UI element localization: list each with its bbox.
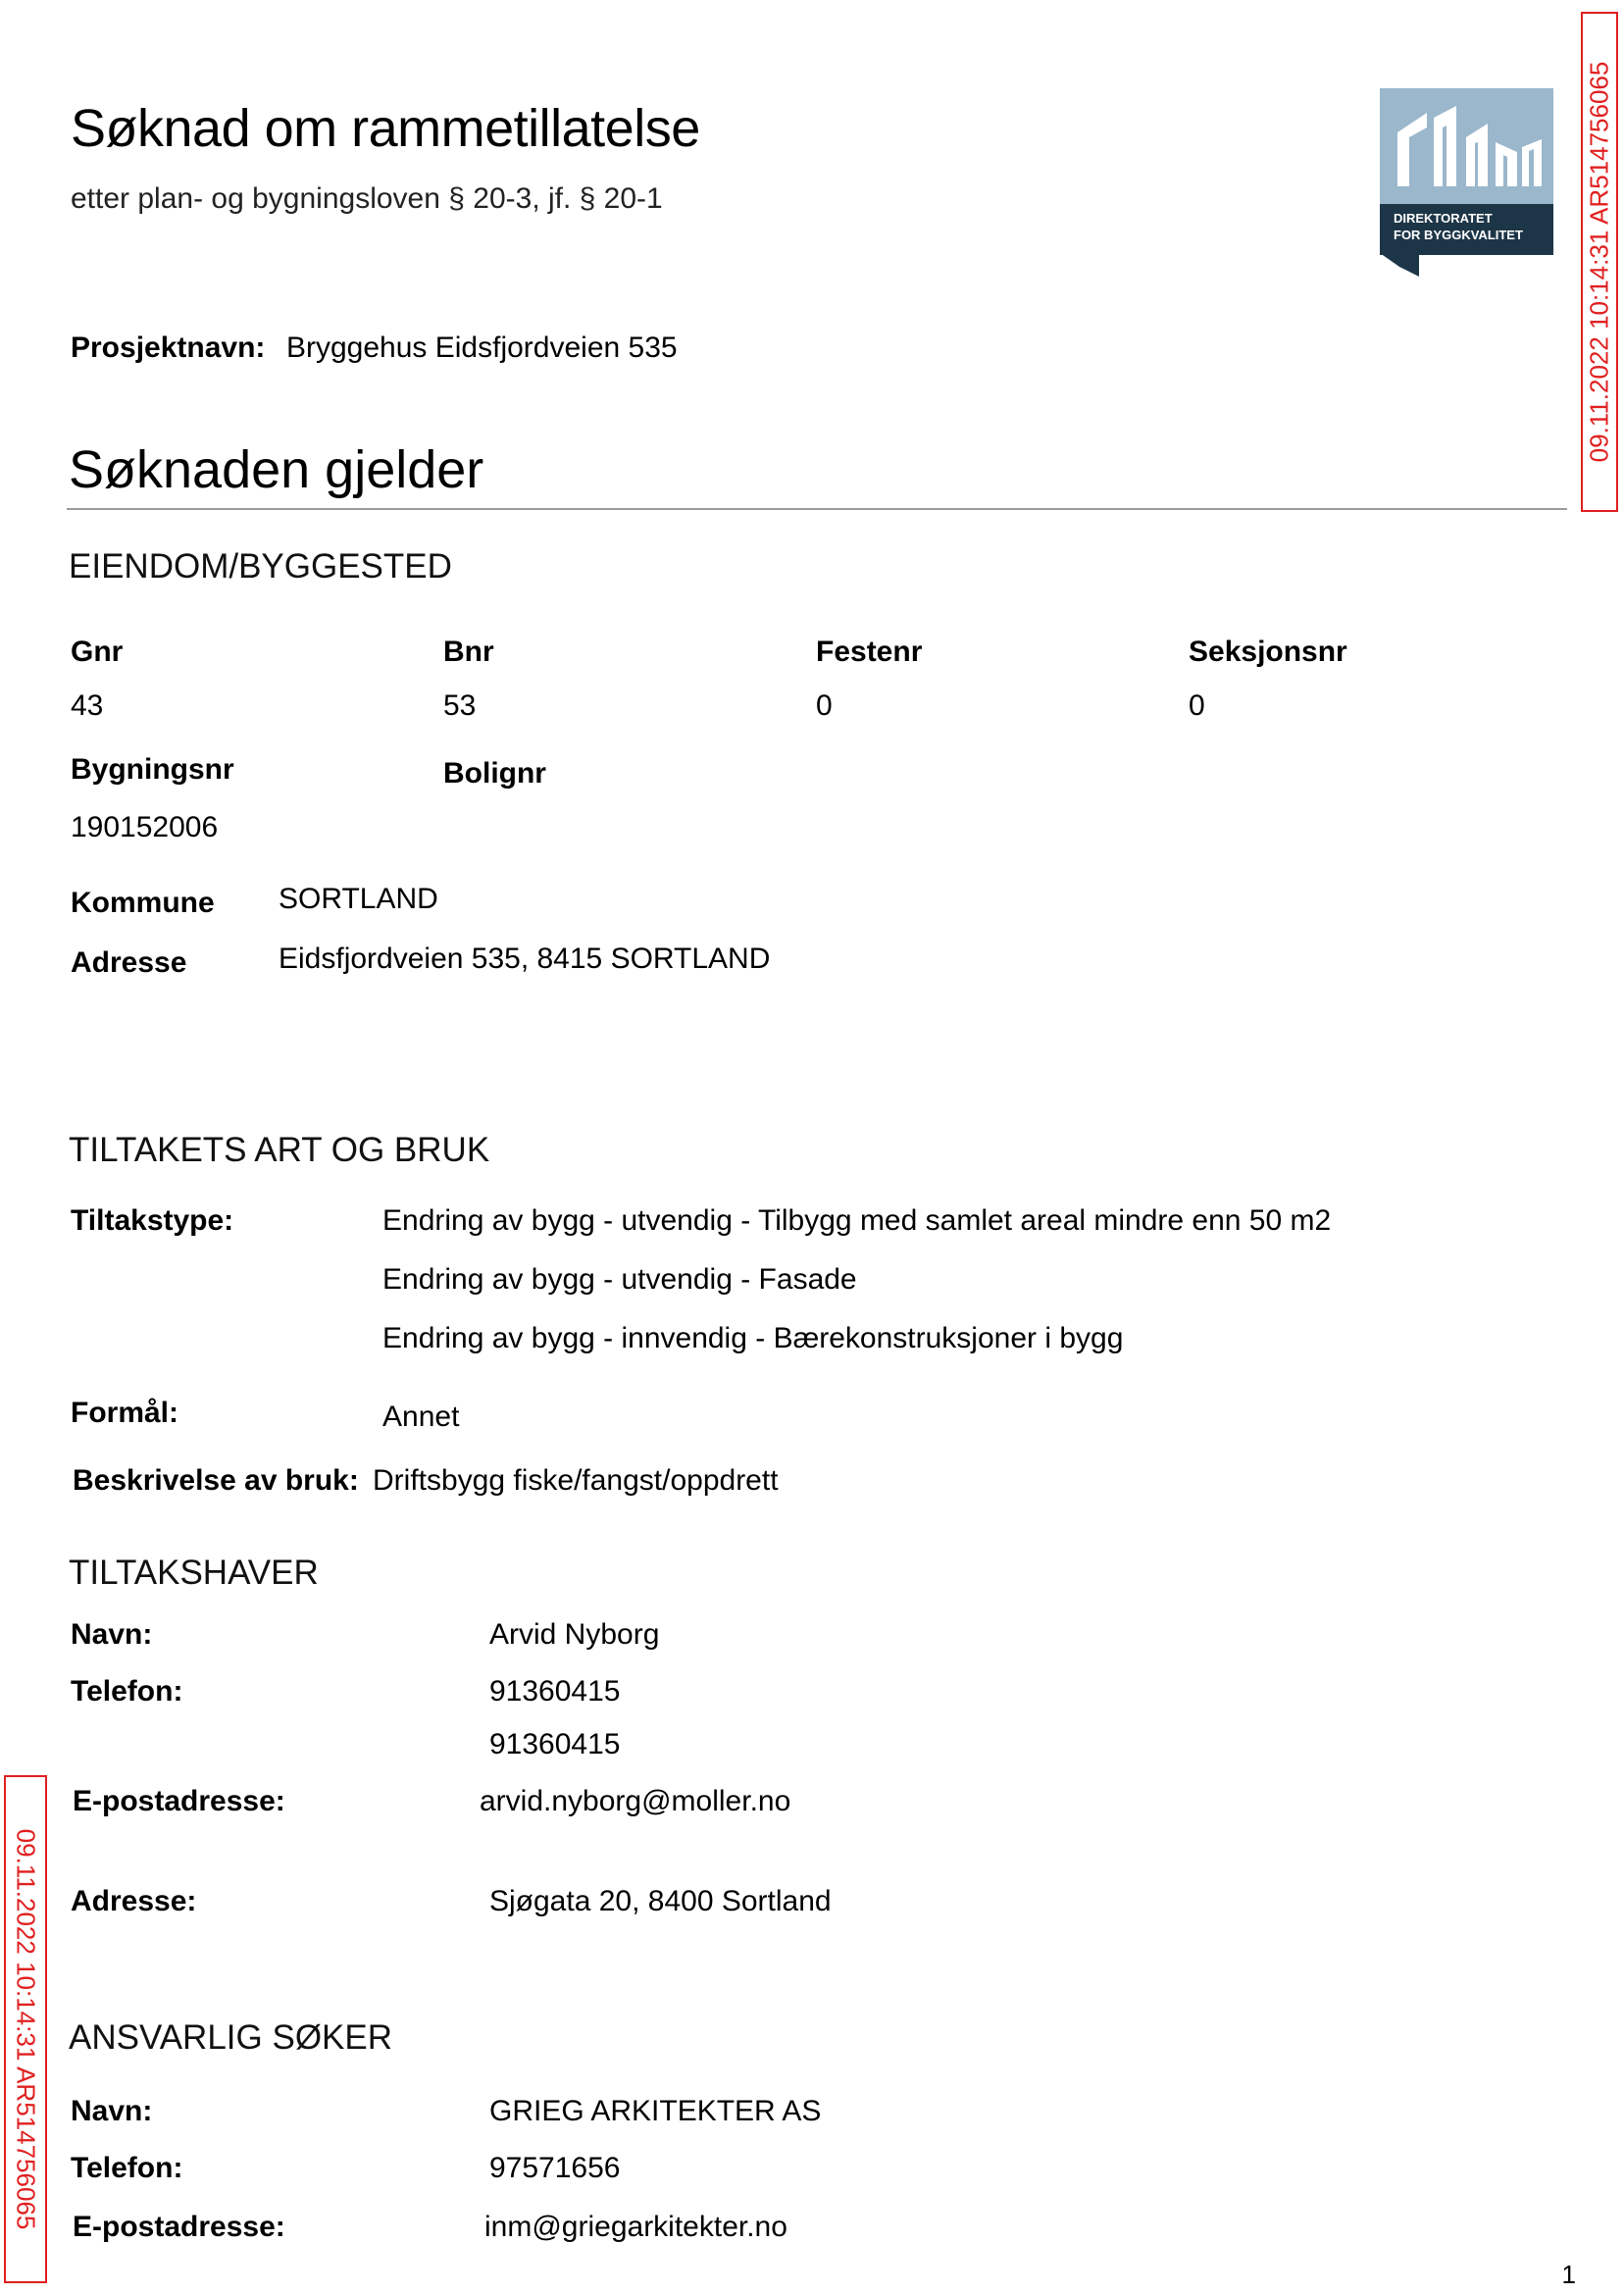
section-heading: Søknaden gjelder bbox=[69, 440, 484, 499]
applicant-phone-label: Telefon: bbox=[71, 2152, 183, 2184]
owner-heading: TILTAKSHAVER bbox=[69, 1554, 319, 1592]
adresse-value: Eidsfjordveien 535, 8415 SORTLAND bbox=[279, 943, 771, 975]
festenr-label: Festenr bbox=[816, 636, 923, 668]
festenr-value: 0 bbox=[816, 689, 833, 722]
dibk-logo bbox=[1380, 88, 1553, 277]
gnr-value: 43 bbox=[71, 689, 104, 722]
beskrivelse-label: Beskrivelse av bruk: bbox=[73, 1464, 359, 1497]
property-heading: EIENDOM/BYGGESTED bbox=[69, 547, 452, 586]
logo-line-1: DIREKTORATET bbox=[1394, 211, 1493, 226]
owner-name-value: Arvid Nyborg bbox=[489, 1618, 660, 1651]
kommune-value: SORTLAND bbox=[279, 883, 438, 915]
bygningsnr-label: Bygningsnr bbox=[71, 753, 234, 786]
document-subtitle: etter plan- og bygningsloven § 20-3, jf. § 20-1 bbox=[71, 182, 663, 215]
bnr-value: 53 bbox=[443, 689, 477, 722]
project-name-label: Prosjektnavn: bbox=[71, 331, 266, 364]
tiltakstype-item: Endring av bygg - innvendig - Bærekonstruksjoner i bygg bbox=[382, 1322, 1124, 1354]
adresse-label: Adresse bbox=[71, 946, 187, 979]
formal-value: Annet bbox=[382, 1401, 460, 1433]
owner-email-value: arvid.nyborg@moller.no bbox=[480, 1785, 791, 1817]
tiltakstype-item: Endring av bygg - utvendig - Tilbygg med samlet areal mindre enn 50 m2 bbox=[382, 1204, 1332, 1237]
tiltakstype-label: Tiltakstype: bbox=[71, 1204, 234, 1237]
logo-line-2: FOR BYGGKVALITET bbox=[1394, 228, 1523, 242]
owner-name-label: Navn: bbox=[71, 1618, 153, 1651]
owner-phone-value: 91360415 bbox=[489, 1675, 621, 1708]
timestamp-stamp-right-text: 09.11.2022 10:14:31 AR514756065 bbox=[1584, 61, 1614, 463]
kommune-label: Kommune bbox=[71, 887, 215, 919]
document-title: Søknad om rammetillatelse bbox=[71, 99, 700, 158]
seksjonsnr-value: 0 bbox=[1189, 689, 1205, 722]
applicant-heading: ANSVARLIG SØKER bbox=[69, 2018, 393, 2057]
owner-email-label: E-postadresse: bbox=[73, 1785, 285, 1817]
section-divider bbox=[67, 508, 1567, 510]
applicant-email-value: inm@griegarkitekter.no bbox=[484, 2211, 787, 2243]
timestamp-stamp-right bbox=[1581, 12, 1618, 512]
owner-address-label: Adresse: bbox=[71, 1885, 197, 1917]
tiltakstype-item: Endring av bygg - utvendig - Fasade bbox=[382, 1263, 857, 1296]
gnr-label: Gnr bbox=[71, 636, 124, 668]
bnr-label: Bnr bbox=[443, 636, 494, 668]
owner-address-value: Sjøgata 20, 8400 Sortland bbox=[489, 1885, 832, 1917]
owner-phone2-value: 91360415 bbox=[489, 1728, 621, 1760]
applicant-email-label: E-postadresse: bbox=[73, 2211, 285, 2243]
timestamp-stamp-left bbox=[4, 1775, 47, 2283]
formal-label: Formål: bbox=[71, 1397, 179, 1429]
measure-heading: TILTAKETS ART OG BRUK bbox=[69, 1131, 490, 1169]
page-number: 1 bbox=[1561, 2260, 1576, 2289]
bygningsnr-value: 190152006 bbox=[71, 811, 219, 843]
dibk-logo-icon bbox=[1380, 88, 1553, 277]
seksjonsnr-label: Seksjonsnr bbox=[1189, 636, 1347, 668]
timestamp-stamp-left-text: 09.11.2022 10:14:31 AR514756065 bbox=[11, 1828, 41, 2230]
beskrivelse-value: Driftsbygg fiske/fangst/oppdrett bbox=[373, 1464, 779, 1497]
applicant-phone-value: 97571656 bbox=[489, 2152, 621, 2184]
project-name-value: Bryggehus Eidsfjordveien 535 bbox=[286, 331, 678, 364]
owner-phone-label: Telefon: bbox=[71, 1675, 183, 1708]
bolignr-label: Bolignr bbox=[443, 757, 546, 790]
applicant-name-label: Navn: bbox=[71, 2095, 153, 2127]
applicant-name-value: GRIEG ARKITEKTER AS bbox=[489, 2095, 822, 2127]
